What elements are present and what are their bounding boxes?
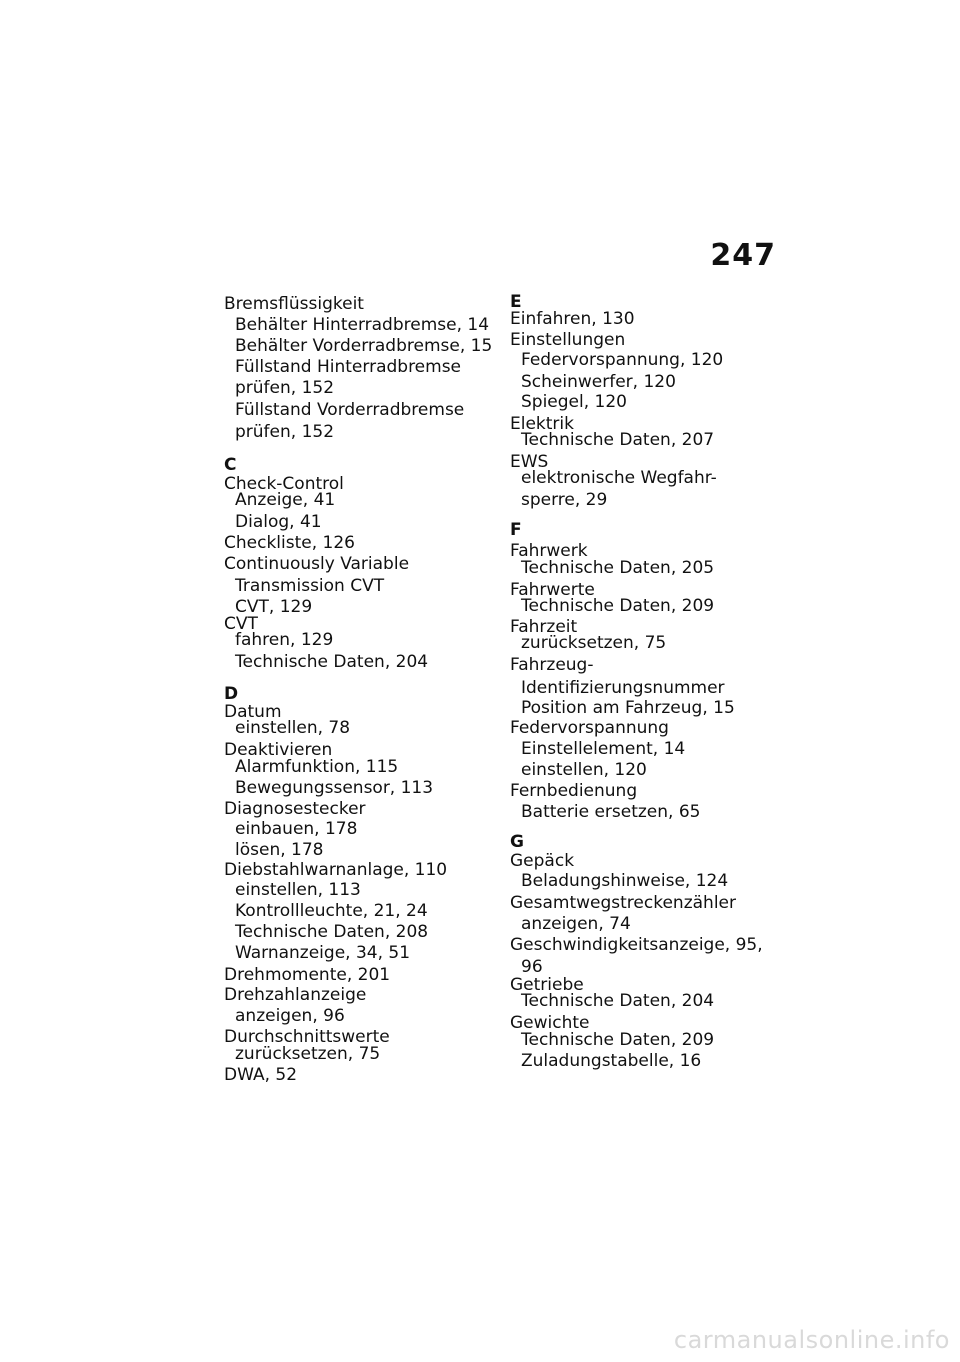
index-subentry: Technische Daten, 208	[235, 922, 429, 942]
section-letter: G	[510, 832, 524, 852]
index-subentry: einbauen, 178	[235, 819, 358, 839]
index-subentry: Technische Daten, 204	[235, 652, 429, 672]
section-letter: C	[224, 455, 237, 475]
index-subentry: CVT, 129	[235, 597, 313, 617]
index-subentry: prüfen, 152	[235, 378, 335, 398]
index-entry: Geschwindigkeitsanzeige, 95,	[510, 935, 763, 955]
index-subentry: Einstellelement, 14	[521, 739, 686, 759]
index-subentry: einstellen, 120	[521, 760, 647, 780]
index-subentry: Position am Fahrzeug, 15	[521, 698, 735, 718]
index-subentry: Beladungshinweise, 124	[521, 871, 729, 891]
index-subentry: Kontrollleuchte, 21, 24	[235, 901, 428, 921]
index-subentry: Warnanzeige, 34, 51	[235, 943, 411, 963]
index-entry: Diebstahlwarnanlage, 110	[224, 860, 448, 880]
index-subentry: fahren, 129	[235, 630, 334, 650]
watermark-text: carmanualsonline.info	[673, 1326, 950, 1354]
index-entry: Fahrwerte	[510, 580, 595, 600]
index-subentry: Füllstand Vorderradbremse	[235, 400, 465, 420]
index-subentry: einstellen, 113	[235, 880, 361, 900]
index-subentry: zurücksetzen, 75	[235, 1044, 381, 1064]
index-subentry: Zuladungstabelle, 16	[521, 1051, 702, 1071]
index-subentry: Technische Daten, 209	[521, 596, 715, 616]
section-letter: F	[510, 520, 522, 540]
index-subentry: Anzeige, 41	[235, 490, 336, 510]
index-subentry: zurücksetzen, 75	[521, 633, 667, 653]
index-entry: Federvorspannung	[510, 718, 669, 738]
index-subentry: Scheinwerfer, 120	[521, 372, 676, 392]
index-subentry: Transmission CVT	[235, 576, 385, 596]
index-subentry: Bewegungssensor, 113	[235, 778, 434, 798]
index-entry: Continuously Variable	[224, 554, 410, 574]
index-entry: CVT	[224, 614, 258, 634]
index-entry: Gepäck	[510, 851, 575, 871]
index-entry: Check-Control	[224, 474, 344, 494]
index-subentry: elektronische Wegfahr-	[521, 468, 717, 488]
index-subentry: sperre, 29	[521, 490, 608, 510]
index-entry: Fahrwerk	[510, 541, 588, 561]
index-subentry: Technische Daten, 207	[521, 430, 715, 450]
index-subentry: anzeigen, 96	[235, 1006, 345, 1026]
index-subentry: Füllstand Hinterradbremse	[235, 357, 462, 377]
index-subentry: Behälter Vorderradbremse, 15	[235, 336, 493, 356]
index-subentry: Alarmfunktion, 115	[235, 757, 399, 777]
index-entry: Einstellungen	[510, 330, 626, 350]
index-subentry: Dialog, 41	[235, 512, 322, 532]
index-subentry: lösen, 178	[235, 840, 324, 860]
index-entry: Fernbedienung	[510, 781, 638, 801]
index-subentry: einstellen, 78	[235, 718, 351, 738]
index-entry: Fahrzeit	[510, 617, 578, 637]
index-entry: Gewichte	[510, 1013, 590, 1033]
index-entry: DWA, 52	[224, 1065, 298, 1085]
index-entry: Bremsflüssigkeit	[224, 294, 364, 314]
index-entry: Durchschnittswerte	[224, 1027, 390, 1047]
index-subentry: Technische Daten, 204	[521, 991, 715, 1011]
index-entry: Fahrzeug-	[510, 655, 594, 675]
index-subentry: Federvorspannung, 120	[521, 350, 724, 370]
index-entry: Drehmomente, 201	[224, 965, 391, 985]
index-subentry: anzeigen, 74	[521, 914, 631, 934]
section-letter: D	[224, 684, 239, 704]
index-subentry: Technische Daten, 205	[521, 558, 715, 578]
index-entry: Checkliste, 126	[224, 533, 355, 553]
index-entry: Diagnosestecker	[224, 799, 366, 819]
index-entry: Deaktivieren	[224, 740, 333, 760]
section-letter: E	[510, 292, 522, 312]
index-subentry: Technische Daten, 209	[521, 1030, 715, 1050]
index-entry: Einfahren, 130	[510, 309, 635, 329]
index-entry: Gesamtwegstreckenzähler	[510, 893, 736, 913]
index-subentry: Identifizierungsnummer	[521, 678, 725, 698]
index-subentry: prüfen, 152	[235, 422, 335, 442]
index-subentry: Batterie ersetzen, 65	[521, 802, 701, 822]
index-entry: Datum	[224, 702, 282, 722]
index-entry: Elektrik	[510, 414, 574, 434]
index-subentry: Behälter Hinterradbremse, 14	[235, 315, 490, 335]
index-entry: Getriebe	[510, 975, 584, 995]
index-entry: Drehzahlanzeige	[224, 985, 367, 1005]
index-entry: EWS	[510, 452, 549, 472]
page-number: 247	[710, 238, 776, 273]
index-subentry: 96	[521, 957, 543, 977]
index-subentry: Spiegel, 120	[521, 392, 627, 412]
